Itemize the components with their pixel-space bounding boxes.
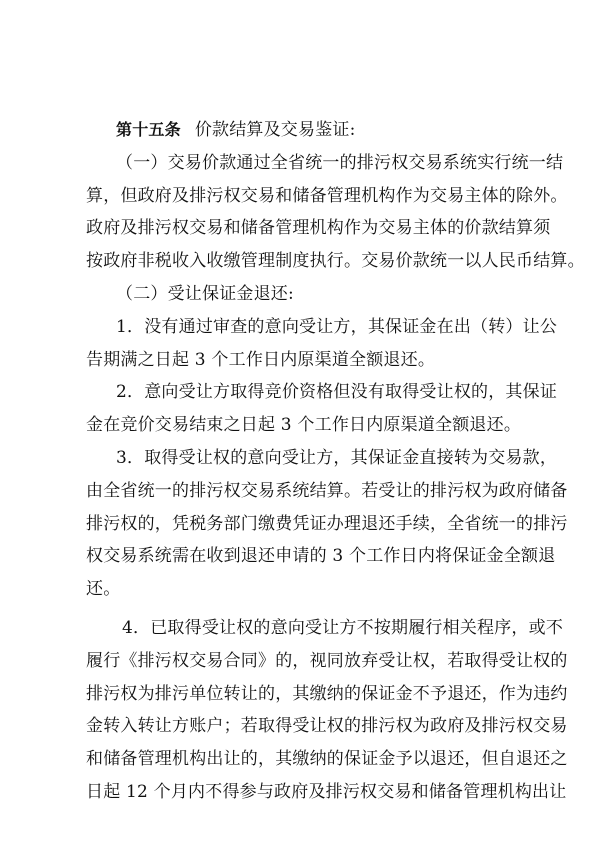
paragraph-line: 算，但政府及排污权交易和储备管理机构作为交易主体的除外。: [86, 185, 568, 206]
article-number: 第十五条: [116, 120, 181, 139]
paragraph-line: （一）交易价款通过全省统一的排污权交易系统实行统一结: [116, 152, 564, 173]
paragraph-line: 告期满之日起 3 个工作日内原渠道全额退还。: [86, 349, 436, 370]
section-heading: （二）受让保证金退还:: [116, 283, 294, 304]
paragraph-line: 还。: [86, 579, 121, 600]
article-heading: [86, 114, 518, 147]
paragraph-line: 和储备管理机构出让的，其缴纳的保证金予以退还，但自退还之: [86, 749, 568, 770]
paragraph-line: 2．意向受让方取得竞价资格但没有取得受让权的，其保证: [116, 382, 558, 403]
paragraph-line: 排污权的，凭税务部门缴费凭证办理退还手续，全省统一的排污: [86, 513, 568, 534]
paragraph-line: 按政府非税收入收缴管理制度执行。交易价款统一以人民币结算。: [86, 251, 585, 272]
paragraph-line: 排污权为排污单位转让的，其缴纳的保证金不予退还，作为违约: [86, 683, 568, 704]
paragraph-line: 3．取得受让权的意向受让方，其保证金直接转为交易款，: [116, 447, 558, 468]
paragraph-line: 1．没有通过审查的意向受让方，其保证金在出（转）让公: [116, 316, 558, 337]
paragraph-line: 由全省统一的排污权交易系统结算。若受让的排污权为政府储备: [86, 480, 568, 501]
paragraph-line: 金在竞价交易结束之日起 3 个工作日内原渠道全额退还。: [86, 415, 522, 436]
article-title: 价款结算及交易鉴证:: [194, 120, 356, 140]
document-page: [86, 114, 585, 809]
paragraph-line: 权交易系统需在收到退还申请的 3 个工作日内将保证金全额退: [86, 546, 556, 567]
paragraph-line: 日起 12 个月内不得参与政府及排污权交易和储备管理机构出让: [86, 781, 567, 802]
paragraph-line: 金转入转让方账户；若取得受让权的排污权为政府及排污权交易: [86, 716, 568, 737]
paragraph-line: 政府及排污权交易和储备管理机构作为交易主体的价款结算须: [86, 218, 551, 239]
paragraph-line: 履行《排污权交易合同》的，视同放弃受让权，若取得受让权的: [86, 650, 568, 671]
paragraph-line: 4．已取得受让权的意向受让方不按期履行相关程序，或不: [122, 617, 564, 638]
